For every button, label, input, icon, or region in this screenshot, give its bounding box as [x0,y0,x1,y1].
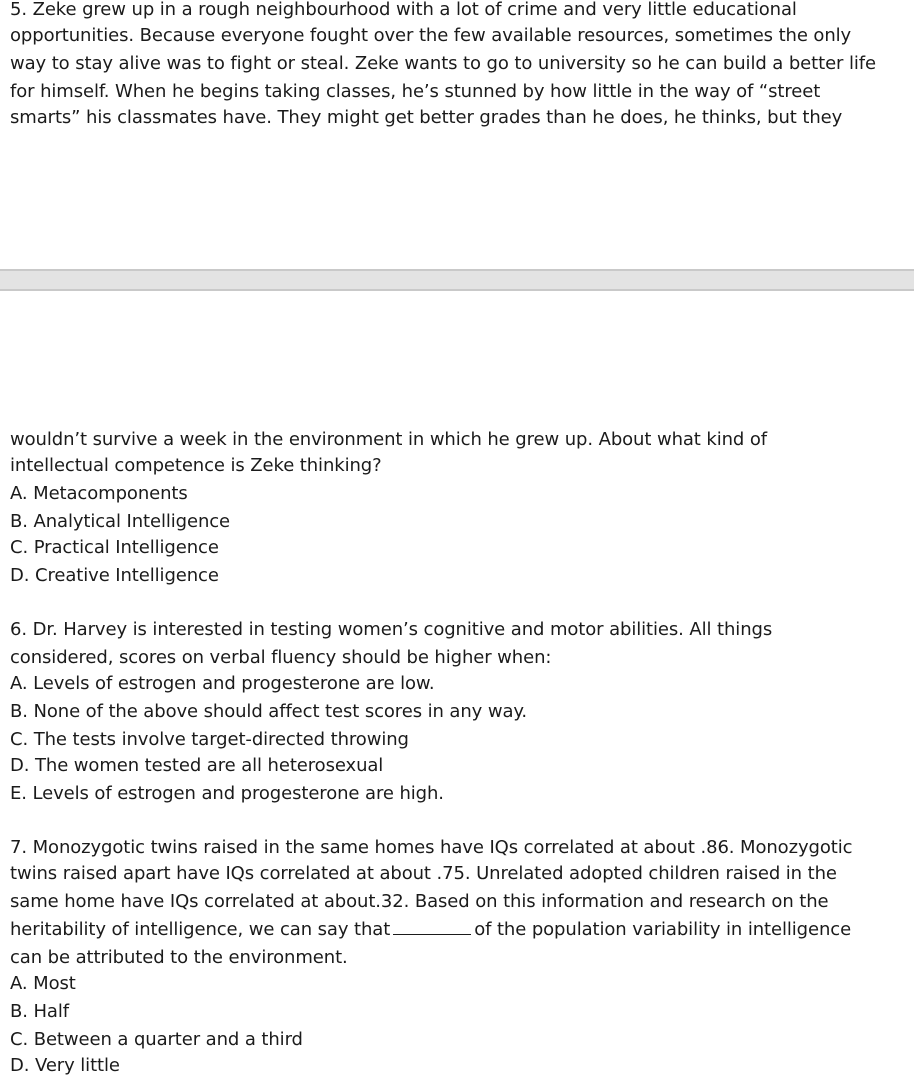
q7-option-a: A. Most [10,973,76,994]
q7-text-after-blank: of the population variability in intelligence [474,919,852,940]
q7-text-line: same home have IQs correlated at about.32. Based on this information and research on the [10,891,829,912]
q7-text-before-blank: heritability of intelligence, we can say that [10,919,391,940]
q6-option-c: C. The tests involve target-directed throwing [10,729,409,750]
answer-blank [393,918,471,935]
q5-option-d: D. Creative Intelligence [10,565,219,586]
q7-text-line: can be attributed to the environment. [10,947,348,968]
q5-text-line: intellectual competence is Zeke thinking? [10,455,382,476]
q5-text-line: way to stay alive was to fight or steal. Zeke wants to go to university so he can build a better life [10,53,876,74]
q7-blank-line [10,917,851,943]
q5-option-c: C. Practical Intelligence [10,537,219,558]
q5-option-a: A. Metacomponents [10,483,188,504]
q5-text-line: wouldn’t survive a week in the environment in which he grew up. About what kind of [10,429,768,450]
q6-text-line: considered, scores on verbal fluency should be higher when: [10,647,552,668]
q7-text-line: twins raised apart have IQs correlated at about .75. Unrelated adopted children raised in the [10,863,837,884]
q5-text-line: 5. Zeke grew up in a rough neighbourhood with a lot of crime and very little educational [10,0,797,20]
q6-option-b: B. None of the above should affect test scores in any way. [10,701,527,722]
q7-option-c: C. Between a quarter and a third [10,1029,303,1050]
q6-text-line: 6. Dr. Harvey is interested in testing women’s cognitive and motor abilities. All things [10,619,773,640]
q6-option-e: E. Levels of estrogen and progesterone are high. [10,783,444,804]
q5-text-line: for himself. When he begins taking classes, he’s stunned by how little in the way of “street [10,81,821,102]
q5-text-line: smarts” his classmates have. They might get better grades than he does, he thinks, but they [10,107,843,128]
q7-option-b: B. Half [10,1001,69,1022]
q6-option-d: D. The women tested are all heterosexual [10,755,384,776]
q7-text-line: 7. Monozygotic twins raised in the same homes have IQs correlated at about .86. Monozygotic [10,837,853,858]
page-break-divider [0,269,914,291]
q5-option-b: B. Analytical Intelligence [10,511,231,532]
q7-option-d: D. Very little [10,1055,120,1076]
q5-text-line: opportunities. Because everyone fought over the few available resources, sometimes the only [10,25,852,46]
q6-option-a: A. Levels of estrogen and progesterone are low. [10,673,435,694]
